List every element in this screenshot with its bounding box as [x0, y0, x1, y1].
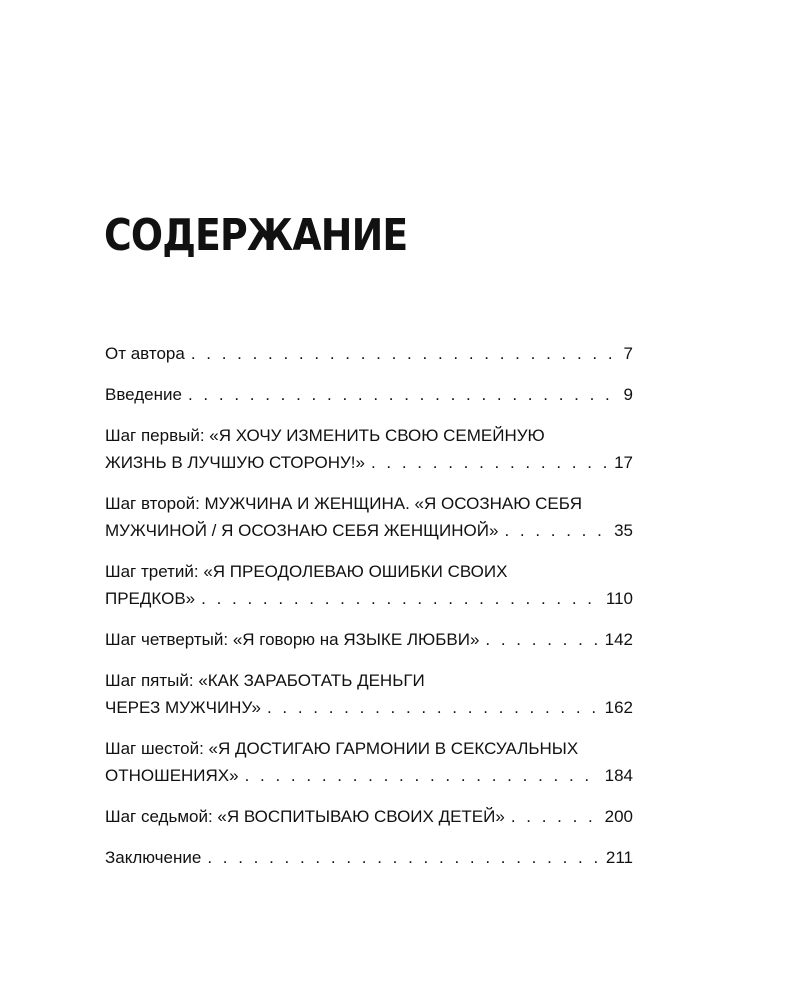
toc-entry-row	[105, 626, 633, 653]
dot-leader	[245, 762, 599, 789]
toc-entry-row	[105, 803, 633, 830]
toc-page-number: 35	[614, 521, 633, 540]
dot-leader	[371, 449, 608, 476]
toc-entry	[105, 844, 633, 871]
toc-entry	[105, 667, 633, 721]
toc-page-number: 17	[614, 453, 633, 472]
toc-entry-row	[105, 381, 633, 408]
toc-page-number: 110	[605, 589, 633, 608]
toc-entry-title-line: Шаг третий: «Я ПРЕОДОЛЕВАЮ ОШИБКИ СВОИХ	[105, 562, 508, 581]
toc-entry-row	[105, 694, 633, 721]
toc-entry-title-line: Шаг седьмой: «Я ВОСПИТЫВАЮ СВОИХ ДЕТЕЙ»	[105, 807, 505, 826]
toc-entry-title-line: Заключение	[105, 848, 202, 867]
toc-entry-title-line: ОТНОШЕНИЯХ»	[105, 766, 239, 785]
dot-leader	[191, 340, 618, 367]
toc-entry	[105, 490, 633, 544]
toc-page-number: 142	[604, 630, 633, 649]
toc-entry	[105, 803, 633, 830]
toc-page-number: 7	[623, 344, 633, 363]
toc-entry	[105, 626, 633, 653]
table-of-contents	[105, 340, 633, 885]
toc-page-number: 184	[604, 766, 633, 785]
toc-page-number: 162	[604, 698, 633, 717]
page-title: СОДЕРЖАНИЕ	[104, 210, 408, 261]
toc-entry-row	[105, 517, 633, 544]
toc-entry-title-line: Шаг первый: «Я ХОЧУ ИЗМЕНИТЬ СВОЮ СЕМЕЙНУЮ	[105, 426, 545, 445]
toc-entry	[105, 735, 633, 789]
toc-page-number: 200	[604, 807, 633, 826]
toc-entry-row	[105, 585, 633, 612]
toc-entry-title-line: Шаг пятый: «КАК ЗАРАБОТАТЬ ДЕНЬГИ	[105, 671, 425, 690]
dot-leader	[188, 381, 618, 408]
toc-entry-title-line: ЧЕРЕЗ МУЖЧИНУ»	[105, 698, 261, 717]
toc-entry-title-line: Шаг четвертый: «Я говорю на ЯЗЫКЕ ЛЮБВИ»	[105, 630, 480, 649]
toc-entry	[105, 340, 633, 367]
toc-entry-title-line: ЖИЗНЬ В ЛУЧШУЮ СТОРОНУ!»	[105, 453, 365, 472]
dot-leader	[267, 694, 599, 721]
toc-entry-title-line: От автора	[105, 344, 185, 363]
toc-entry-title-line: МУЖЧИНОЙ / Я ОСОЗНАЮ СЕБЯ ЖЕНЩИНОЙ»	[105, 521, 499, 540]
dot-leader	[207, 844, 600, 871]
dot-leader	[201, 585, 600, 612]
toc-entry	[105, 422, 633, 476]
toc-entry-row	[105, 844, 633, 871]
toc-page-number: 211	[605, 848, 633, 867]
dot-leader	[504, 517, 608, 544]
toc-entry-title-line: Шаг шестой: «Я ДОСТИГАЮ ГАРМОНИИ В СЕКСУАЛЬНЫХ	[105, 739, 579, 758]
toc-entry	[105, 381, 633, 408]
dot-leader	[511, 803, 599, 830]
toc-entry-title-line: ПРЕДКОВ»	[105, 589, 196, 608]
toc-entry-row	[105, 762, 633, 789]
toc-entry-row	[105, 340, 633, 367]
toc-entry	[105, 558, 633, 612]
toc-entry-row	[105, 449, 633, 476]
dot-leader	[485, 626, 598, 653]
toc-entry-title-line: Шаг второй: МУЖЧИНА И ЖЕНЩИНА. «Я ОСОЗНАЮ СЕБЯ	[105, 494, 582, 513]
toc-entry-title-line: Введение	[105, 385, 182, 404]
toc-page-number: 9	[623, 385, 633, 404]
